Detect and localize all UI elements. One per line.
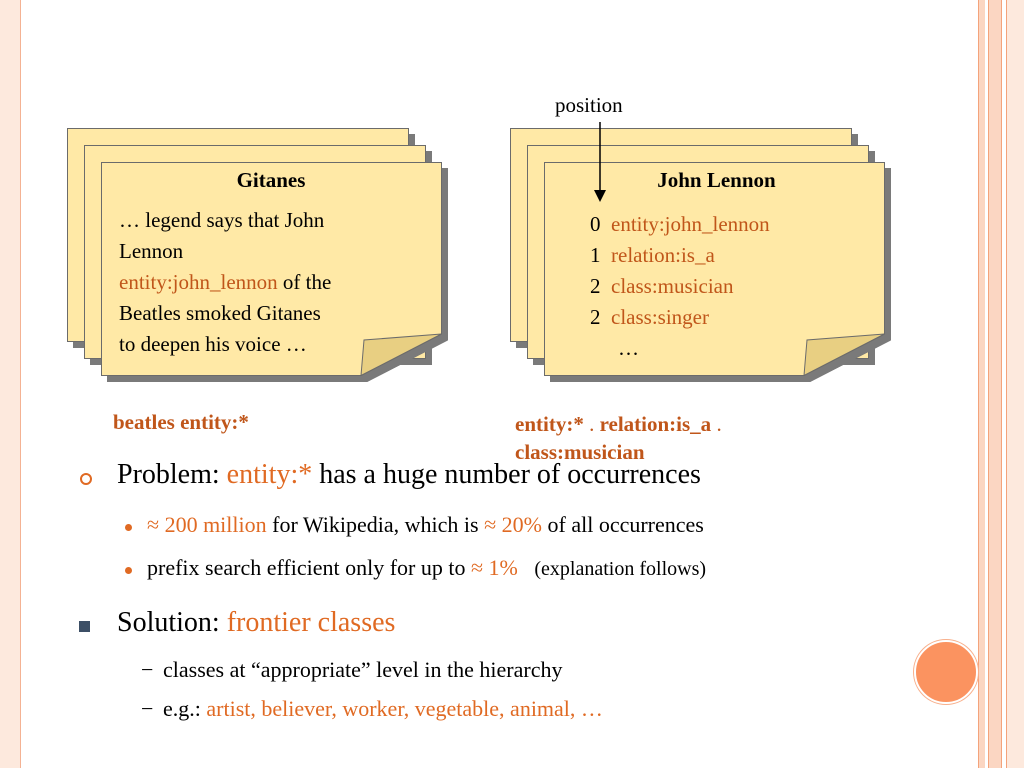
examples-highlight: artist, believer, worker, vegetable, animal, … <box>206 696 603 721</box>
bullet-prefix-search <box>147 555 706 581</box>
problem-rest: has a huge number of occurrences <box>312 459 701 490</box>
dot-bullet-icon <box>125 524 132 531</box>
problem-prefix: Problem: <box>117 459 227 490</box>
query-left: beatles entity:* <box>113 410 249 434</box>
posting-term: class:singer <box>611 305 709 329</box>
right-note-postings <box>590 209 770 364</box>
left-note-line-3-rest: of the <box>277 270 332 294</box>
right-border-strip-3 <box>1006 0 1024 768</box>
left-note-entity: entity:john_lennon <box>119 270 278 294</box>
posting-position: 1 <box>590 243 601 267</box>
dash-bullet-2: − <box>141 696 154 721</box>
query-right-part-1: entity:* <box>515 412 584 436</box>
left-note-line-2: Lennon <box>119 239 184 263</box>
solution-prefix: Solution: <box>117 607 227 638</box>
prefix-search-text: prefix search efficient only for up to <box>147 555 471 580</box>
posting-row <box>590 209 770 240</box>
position-arrow-icon <box>593 122 607 204</box>
stat-highlight-2: ≈ 20% <box>484 512 542 537</box>
problem-highlight: entity:* <box>226 459 313 490</box>
query-right-dot-1: . <box>583 412 600 436</box>
posting-term: relation:is_a <box>611 243 715 267</box>
stat-highlight-1: ≈ 200 million <box>147 512 267 537</box>
stat-text-1: for Wikipedia, which is <box>266 512 485 537</box>
posting-row <box>590 240 770 271</box>
examples-prefix: e.g.: <box>163 696 207 721</box>
left-border-strip <box>0 0 21 768</box>
query-right-dot-2: . <box>711 412 722 436</box>
right-border-strips <box>978 0 1024 768</box>
bullet-solution <box>117 607 395 639</box>
left-note-front <box>101 162 441 374</box>
query-right <box>515 410 845 466</box>
solution-highlight: frontier classes <box>226 607 396 638</box>
posting-row <box>590 302 770 333</box>
left-note-title: Gitanes <box>236 168 306 192</box>
posting-term: entity:john_lennon <box>611 212 770 236</box>
query-right-part-2: relation:is_a <box>599 412 712 436</box>
bullet-classes-level: classes at “appropriate” level in the hierarchy <box>163 657 563 682</box>
bullet-problem <box>117 459 701 491</box>
circle-bullet-icon <box>80 473 92 485</box>
prefix-search-note: (explanation follows) <box>534 558 707 580</box>
left-note-line-1: … legend says that John <box>119 208 325 232</box>
right-note-title: John Lennon <box>657 168 776 192</box>
square-bullet-icon <box>79 621 90 632</box>
posting-ellipsis: … <box>618 336 639 360</box>
bullet-wikipedia-stat <box>147 512 704 538</box>
dash-bullet-1: − <box>141 657 154 682</box>
bullet-examples <box>163 696 603 722</box>
right-border-strip-2 <box>988 0 1002 768</box>
posting-term: class:musician <box>611 274 734 298</box>
prefix-search-highlight: ≈ 1% <box>470 555 518 580</box>
posting-position: 0 <box>590 212 601 236</box>
right-border-strip-1 <box>978 0 985 768</box>
posting-position: 2 <box>590 274 601 298</box>
stat-text-2: of all occurrences <box>542 512 704 537</box>
decorative-circle <box>914 640 978 704</box>
left-note-line-3 <box>119 267 331 298</box>
left-note-body <box>119 205 331 360</box>
posting-position: 2 <box>590 305 601 329</box>
left-note-line-5: to deepen his voice … <box>119 332 307 356</box>
query-right-part-3: class:musician <box>515 440 645 464</box>
position-label: position <box>555 93 623 117</box>
left-note-line-4: Beatles smoked Gitanes <box>119 301 321 325</box>
posting-row <box>590 271 770 302</box>
dot-bullet-icon <box>125 567 132 574</box>
